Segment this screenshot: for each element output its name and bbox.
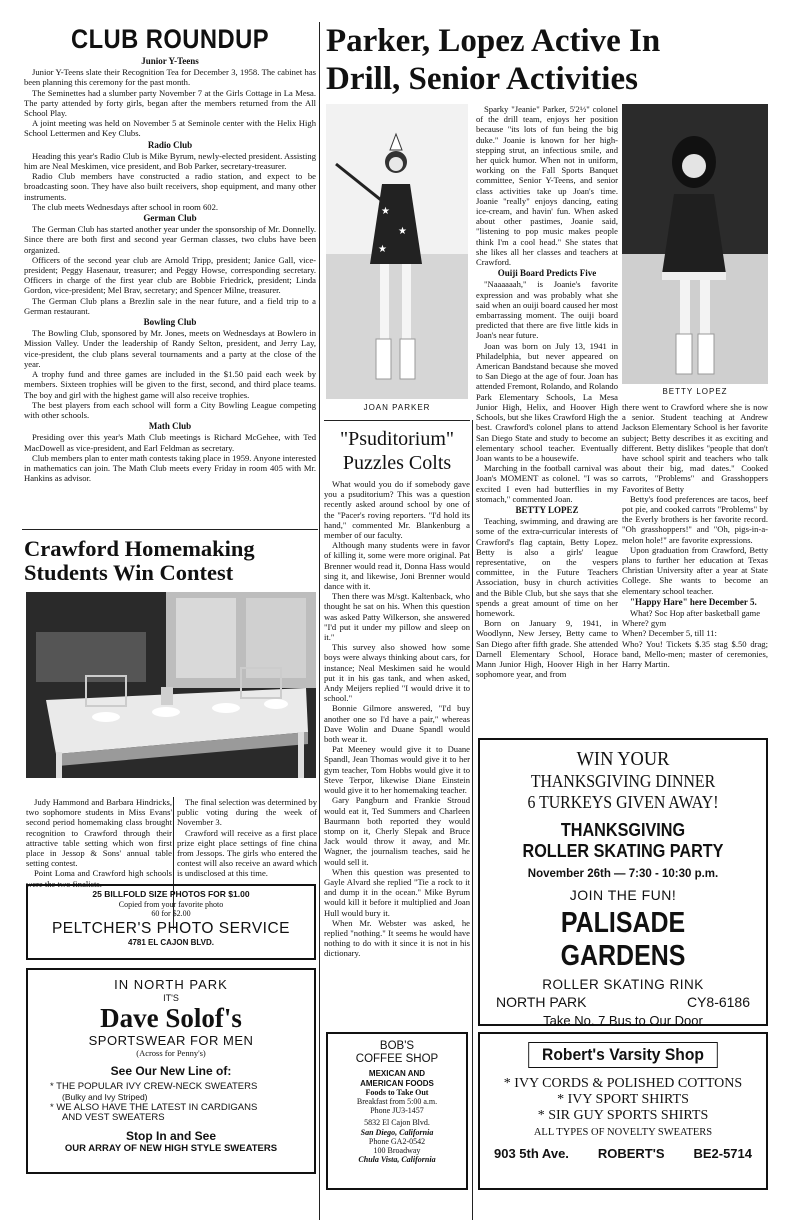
ad-line: ROBERT'S bbox=[597, 1145, 665, 1161]
section-rule bbox=[22, 529, 318, 530]
paragraph: The Seminettes had a slumber party November 7 at the Girls Cottage in La Mesa. The party attended by forty girls, began after the members returned from the All School Play. bbox=[24, 87, 316, 119]
ad-line: 5832 El Cajon Blvd. bbox=[364, 1118, 430, 1128]
headline-line: Puzzles Colts bbox=[342, 452, 452, 474]
headline-line: Students Win Contest bbox=[24, 559, 234, 585]
paragraph: Junior Y-Teens slate their Recognition Tea for December 3, 1958. The cabinet has been planning this ceremony for the past month. bbox=[24, 67, 316, 88]
headline-line: "Psuditorium" bbox=[339, 428, 455, 450]
club-subhead: Math Club bbox=[148, 421, 192, 432]
ad-line: (Bulky and Ivy Striped) bbox=[62, 1091, 148, 1102]
parker-lopez-body-col1 bbox=[476, 104, 618, 742]
section-rule bbox=[324, 420, 470, 421]
ad-line: CY8-6186 bbox=[686, 994, 750, 1011]
headline-line: Crawford Homemaking bbox=[24, 536, 255, 561]
article-subhead: "Happy Hare" here December 5. bbox=[630, 596, 757, 607]
ad-line: Phone JU3-1457 bbox=[370, 1106, 424, 1116]
psuditorium-body bbox=[324, 479, 470, 1033]
svg-text:★: ★ bbox=[398, 226, 407, 237]
paragraph: What? Soc Hop after basketball game Where? gym When? December 5, till 11: Who? You! Tickets $.35 stag $.50 drag; band, Mello-men; master of ceremonies, Harry Martin. bbox=[622, 608, 768, 670]
ad-line: THANKSGIVING bbox=[560, 820, 686, 841]
ad-line: OUR ARRAY OF NEW HIGH STYLE SWEATERS bbox=[64, 1143, 278, 1155]
ad-line: THANKSGIVING DINNER bbox=[530, 771, 716, 791]
paragraph: When Mr. Webster was asked, he replied "nothing." It seems he would have nothing to do with it since it is not in his dictionary. bbox=[324, 917, 470, 959]
ad-line: AND VEST SWEATERS bbox=[62, 1112, 165, 1124]
paragraph: Gary Pangburn and Frankie Stroud would eat it, Ted Summers and Charleen Baurmann both reported they would stomp on it, Cherly Slepak and Bruce Jack would throw it away, and Mr. Wagner, the journalism teaches, said he would sell it. bbox=[324, 795, 470, 867]
club-subhead: Bowling Club bbox=[143, 317, 197, 328]
ad-line: MEXICAN AND bbox=[368, 1069, 426, 1079]
paragraph: The German Club has started another year under the sponsorship of Mr. Donnelly. Since there are both first and second year German classes, two clubs have been organized. bbox=[24, 224, 316, 255]
ad-line: Stop In and See bbox=[125, 1129, 216, 1144]
svg-text:★: ★ bbox=[378, 244, 387, 255]
ad-line: November 26th — 7:30 - 10:30 p.m. bbox=[527, 867, 719, 880]
joan-parker-photo bbox=[326, 104, 468, 399]
paragraph: The German Club plans a Brezlin sale in the near future, and a field trip to a German restaurant. bbox=[24, 295, 316, 316]
article-subhead: Ouiji Board Predicts Five bbox=[497, 268, 597, 279]
paragraph: A trophy fund and three games are included in the $1.50 paid each week by members. Sixteen trophies will be given to the first, second, and third place teams. The boy and girl with the highest game will also receive trophies. bbox=[24, 369, 316, 400]
parker-lopez-headline bbox=[326, 22, 766, 98]
paragraph: The best players from each school will form a City Bowling League competing with other schools. bbox=[24, 399, 316, 420]
palisade-location-row bbox=[480, 994, 766, 1010]
flag-captain-illustration bbox=[622, 104, 768, 384]
ad-line: 60 for $2.00 bbox=[151, 908, 191, 918]
ad-line: NORTH PARK bbox=[496, 994, 587, 1011]
paragraph: Officers of the second year club are Arnold Tripp, president; Janice Gall, vice-president; Peggy Hasenaur, treasurer; and Peggy Howse, corresponding secretary. Officers in charge of the first year club are Bobbie Friedrick, president; Linda Gordon, vice-president; Mel Brav, secretary; and Spencer Milne, treasurer. bbox=[24, 254, 316, 296]
ad-line: Robert's Varsity Shop bbox=[528, 1042, 718, 1068]
ad-line: Breakfast from 5:00 a.m. bbox=[356, 1097, 438, 1106]
paragraph: Bonnie Gilmore answered, "I'd buy another one so I'd have a pair," whereas Dave Wolin and Duane Spandl would both wear it. bbox=[324, 703, 470, 745]
ad-line: * IVY SPORT SHIRTS bbox=[557, 1091, 689, 1107]
club-subhead: German Club bbox=[143, 213, 197, 224]
ad-line: ROLLER SKATING RINK bbox=[542, 976, 704, 992]
paragraph: Judy Hammond and Barbara Hindricks, two sophomore students in Miss Evans' second period homemaking class brought recognition to Crawford through their attractive table setting which won first place in Jessop & Sons' annual table setting contest. bbox=[26, 797, 172, 869]
ad-line: * SIR GUY SPORTS SHIRTS bbox=[537, 1107, 709, 1123]
dave-solof-ad bbox=[26, 968, 316, 1174]
roberts-varsity-shop-ad bbox=[478, 1032, 768, 1190]
psuditorium-headline bbox=[324, 427, 470, 475]
paragraph: This survey also showed how some boys were always thinking about cars, for instance; Neal Meskimen said he would put it in his gas tank, and when asked, Andy Meijers replied "I would drive it to school." bbox=[324, 642, 470, 704]
ad-line: PELTCHER'S PHOTO SERVICE bbox=[51, 920, 291, 938]
betty-lopez-caption: BETTY LOPEZ bbox=[662, 387, 728, 396]
ad-line: Chula Vista, California bbox=[358, 1155, 436, 1165]
paragraph: Then there was M/sgt. Kaltenback, who thought he sat on his. When this question was asked Patty Wilkerson, she answered "I'd put it under my pillow and sleep on it." bbox=[324, 591, 470, 643]
ad-line: IT'S bbox=[163, 992, 179, 1003]
homemaking-table-photo bbox=[26, 592, 316, 778]
headline-line: Drill, Senior Activities bbox=[326, 61, 638, 97]
table-setting-illustration bbox=[26, 592, 316, 778]
ad-line: ROLLER SKATING PARTY bbox=[522, 841, 724, 862]
bobs-coffee-shop-ad bbox=[326, 1032, 468, 1190]
club-subhead: Junior Y-Teens bbox=[141, 56, 199, 66]
paragraph: The club meets Wednesdays after school in room 602. bbox=[32, 201, 219, 212]
paragraph: Upon graduation from Crawford, Betty plans to further her education at Texas Christian University after a year at State College. She wants to become an elementary school teacher. bbox=[622, 544, 768, 596]
club-roundup-article bbox=[24, 26, 316, 555]
ad-line: AMERICAN FOODS bbox=[360, 1078, 434, 1088]
paragraph: Point Loma and Crawford high schools were the two finalists. bbox=[26, 868, 172, 889]
ad-line: See Our New Line of: bbox=[110, 1064, 232, 1079]
paragraph: Heading this year's Radio Club is Mike Byrum, newly-elected president. Assisting him are Neal Meskimen, vice president, and Bob Parker, secretary-treasurer. bbox=[24, 150, 316, 172]
column-rule-left bbox=[319, 22, 320, 1220]
roberts-contact-row bbox=[480, 1147, 766, 1162]
paragraph: Born on January 9, 1941, in Woodlynn, New Jersey, Betty came to San Diego after fifth grade. She attended Darnell Elementary School, Horace Mann Junior High, Hoover High in her sophomore year, and from bbox=[476, 618, 618, 680]
paragraph: The Bowling Club, sponsored by Mr. Jones, meets on Wednesdays at Bowlero in Mission Valley. Under the leadership of Randy Selton, president, and Jerry Lay, vice-president, the club plans several tournaments and a party at the close of the year. bbox=[24, 328, 316, 369]
paragraph: Crawford will receive as a first place prize eight place settings of fine china from Jessops. The girls who entered the contest will also receive an award which is undisclosed at this time. bbox=[177, 827, 317, 879]
majorette-illustration bbox=[326, 104, 468, 399]
paragraph: "Naaaaaah," is Joanie's favorite expression and was probably what she said when an ouiji board caused her most embarrassing moment. The ouiji board predicted that there are five little kids in Joan's near future. bbox=[476, 279, 618, 341]
paragraph: Marching in the football carnival was Joan's MOMENT as colonel. "I was so excited I even had butterflies in my stomach," commented Joan. bbox=[476, 463, 618, 504]
betty-lopez-photo bbox=[622, 104, 768, 384]
ad-line: San Diego, California bbox=[360, 1127, 434, 1137]
ad-line: Copied from your favorite photo bbox=[118, 899, 224, 909]
ad-line: * THE POPULAR IVY CREW-NECK SWEATERS bbox=[50, 1080, 258, 1092]
paragraph: The final selection was determined by public voting during the week of November 3. bbox=[177, 797, 317, 828]
homemaking-headline bbox=[24, 537, 316, 584]
ad-line: Phone GA2-0542 bbox=[368, 1136, 426, 1146]
club-roundup-title: CLUB ROUNDUP bbox=[71, 24, 269, 54]
ad-line: BOB'S bbox=[379, 1040, 415, 1052]
ad-line: 903 5th Ave. bbox=[494, 1145, 569, 1161]
ad-line: PALISADE GARDENS bbox=[560, 907, 686, 973]
paragraph: Although many students were in favor of killing it, some were more original. Pat Brenner would read it, Donna Hass would sing it, and likewise, Joni Brenner would dance with it. bbox=[324, 540, 470, 592]
ad-line: * IVY CORDS & POLISHED COTTONS bbox=[503, 1075, 743, 1091]
ad-line: 100 Broadway bbox=[373, 1145, 421, 1155]
paragraph: Joan was born on July 13, 1941 in Philadelphia, but never appeared on American Bandstand because she moved to San Diego at the age of four. Joan has attended Fremont, Rolando, and Rolando Park Elementary Schools, La Mesa Junior High, Helix, and Hoover High Schools, but she likes Crawford High the best. Crawford's colonel plans to attend San Diego State and study to become an elementary school teacher. Eventually Joan wants to be a housewife. bbox=[476, 340, 618, 463]
ad-line: 25 BILLFOLD SIZE PHOTOS FOR $1.00 bbox=[92, 889, 250, 899]
ad-line: Dave Solof's bbox=[100, 1003, 242, 1034]
paragraph: Presiding over this year's Math Club meetings is Richard McGehee, with Ted MacDowell as vice-president, and Earl Feldman as secretary. bbox=[24, 432, 316, 453]
joan-parker-caption: JOAN PARKER bbox=[363, 403, 431, 412]
ad-line: Take No. 7 Bus to Our Door bbox=[543, 1013, 703, 1029]
ad-line: WIN YOUR bbox=[576, 748, 670, 770]
paragraph: A joint meeting was held on November 5 at Seminole center with the Helix High School Lettermen and Key Clubs. bbox=[24, 118, 316, 139]
club-subhead: Radio Club bbox=[147, 139, 193, 150]
ad-line: SPORTSWEAR FOR MEN bbox=[88, 1033, 254, 1049]
paragraph: Teaching, swimming, and drawing are some of the extra-curricular interests of Crawford's flag captain, Betty Lopez. Betty is also a girls' league representative, on the vespers committee, in the Future Teachers Association, busy in church activities and the Bible Club, but she says that she spends a great amount of time on her homework. bbox=[476, 516, 618, 618]
column-rule-right bbox=[472, 420, 473, 1220]
paragraph: there went to Crawford where she is now a senior. Student teaching at Andrew Jackson Elementary School is her favorite subject; Betty describes it as exciting and different. Betty dislikes "people that don't have school spirit and teachers who talk about their big, mad dates." Cooked carrots, "Problems" and Grasshoppers Favorites of Betty bbox=[622, 402, 768, 494]
paragraph: Radio Club members have constructed a radio station, and expect to be broadcasting soon. They have also built receivers, shop equipment, and many other instruments. bbox=[24, 171, 316, 202]
ad-line: ALL TYPES OF NOVELTY SWEATERS bbox=[533, 1126, 713, 1138]
parker-lopez-body-col2 bbox=[622, 402, 768, 727]
psuditorium-article bbox=[324, 420, 470, 1033]
paragraph: Pat Meeney would give it to Duane Spandl, Jean Thomas would give it to her gym teacher, Tom Hobbs would give it to Steve Terpor, likewise Diane Einstein would give it to her homemaking teacher. bbox=[324, 744, 470, 796]
paragraph: What would you do if somebody gave you a psuditorium? This was a question recently asked around school by one of the "Pacer's roving reporters. "I'd hold its hand," commented Mr. Blankenburg a member of our faculty. bbox=[324, 479, 470, 541]
svg-text:★: ★ bbox=[381, 206, 390, 217]
ad-line: 6 TURKEYS GIVEN AWAY! bbox=[527, 791, 719, 812]
club-roundup-body bbox=[24, 55, 316, 555]
ad-line: (Across for Penny's) bbox=[136, 1048, 206, 1059]
ad-line: BE2-5714 bbox=[693, 1145, 752, 1161]
ad-line: COFFEE SHOP bbox=[355, 1053, 439, 1066]
paragraph: Club members plan to enter math contests taking place in 1959. Anyone interested in mathematics can join. The Math Club meets every Friday in room 405 with Mr. Hankins as advisor. bbox=[24, 452, 316, 484]
ad-line: Foods to Take Out bbox=[365, 1087, 429, 1097]
ad-line: JOIN THE FUN! bbox=[569, 886, 677, 903]
peltcher-photo-ad bbox=[26, 884, 316, 960]
ad-line: IN NORTH PARK bbox=[114, 977, 228, 992]
paragraph: Sparky "Jeanie" Parker, 5'2½" colonel of the drill team, enjoys her position because "its lots of fun being the big duke." Joanie is known for her high-stepping strut, an infectious smile, and her quick humor. When not in uniform, working on the Fall Sports Banquet committee, Senior Y-Teens, and senior class activities take up Joan's time. Joanie "really" enjoys dancing, eating ice-cream, and havin' fun. When asked about other pastimes, Joanie said, "listening to pop music makes people think I'm a cool head." She states that she likes all her classes and teachers at Crawford. bbox=[476, 104, 618, 268]
article-subhead: BETTY LOPEZ bbox=[515, 504, 579, 515]
palisade-gardens-ad bbox=[478, 738, 768, 1029]
headline-line: Parker, Lopez Active In bbox=[326, 23, 661, 59]
paragraph: When this question was presented to Gayle Alvard she replied "Tie a rock to it and dump it in the ocean." Mike Byrum would kill it before it multiplied and Joan Hull would bury it. bbox=[324, 866, 470, 918]
ad-line: 4781 EL CAJON BLVD. bbox=[128, 937, 214, 947]
ad-line: * WE ALSO HAVE THE LATEST IN CARDIGANS bbox=[50, 1101, 258, 1113]
paragraph: Betty's food preferences are tacos, beef pot pie, and cooked carrots "Problems" by the Everly brothers is her favorite record. "Oh grasshoppers!" and "Oh, pigs-in-a-melon hole!" are favorite expressions. bbox=[622, 493, 768, 545]
